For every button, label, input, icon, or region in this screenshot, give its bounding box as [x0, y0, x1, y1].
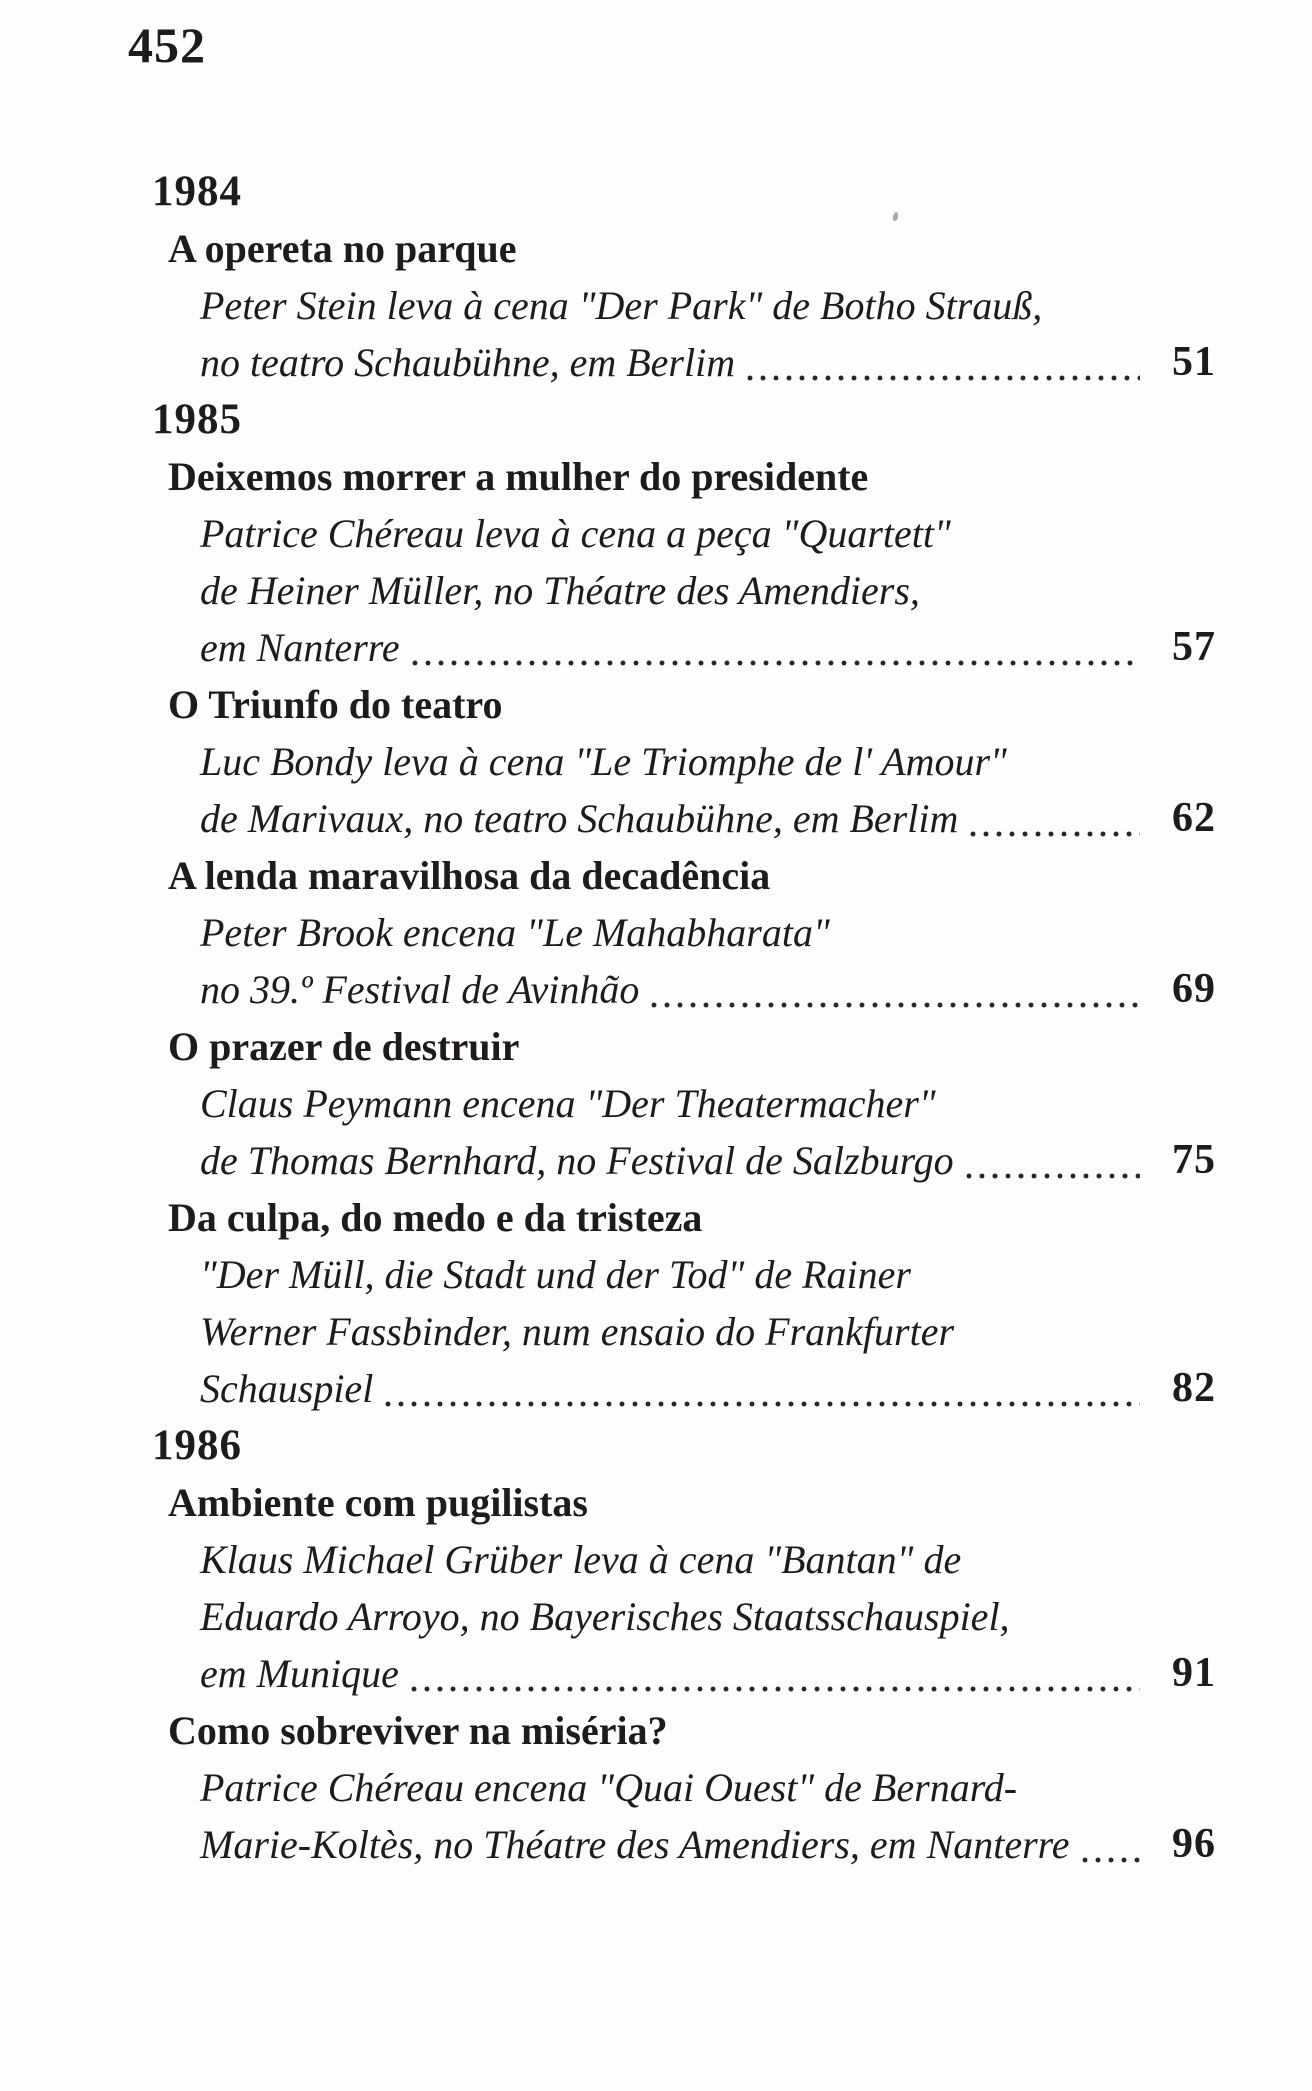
toc-entry-title: A lenda maravilhosa da decadência [168, 853, 771, 898]
toc-entry-title: Ambiente com pugilistas [168, 1480, 588, 1525]
toc-entry-page-number: 57 [1172, 624, 1216, 670]
toc-entry-credit-text: de Marivaux, no teatro Schaubühne, em Berlim [200, 796, 959, 841]
toc-entry-credit-last-line [200, 1360, 1216, 1417]
dot-leader [1082, 1851, 1140, 1863]
toc-entry-credit-text: Schauspiel [200, 1366, 374, 1411]
toc-entry-credit-line: Claus Peymann encena "Der Theatermacher" [200, 1081, 936, 1126]
toc-entry-credit-last-line [200, 961, 1216, 1018]
toc-entry-credit-line: de Heiner Müller, no Théatre des Amendiers, [200, 568, 920, 613]
dot-leader [412, 654, 1140, 666]
toc-entry-credit-text: em Nanterre [200, 625, 400, 670]
toc-entry-credit-line: Patrice Chéreau leva à cena a peça "Quartett" [200, 511, 951, 556]
toc-entry-credit-last-line [200, 1816, 1216, 1873]
toc-entry-credit-last-line [200, 1645, 1216, 1702]
toc-entry-credit-text: Marie-Koltès, no Théatre des Amendiers, em Nanterre [200, 1822, 1070, 1867]
toc-entry-credit-line: Werner Fassbinder, num ensaio do Frankfurter [200, 1309, 955, 1354]
toc-entry-credit-text: em Munique [200, 1651, 399, 1696]
toc-entry [152, 220, 1216, 391]
toc-entry-page-number: 91 [1172, 1650, 1216, 1696]
toc-entry-title: Deixemos morrer a mulher do presidente [168, 454, 869, 499]
dot-leader [411, 1680, 1140, 1692]
toc-entry-credit-line: Peter Brook encena "Le Mahabharata" [200, 910, 830, 955]
toc-year-heading: 1985 [152, 396, 242, 443]
toc-entry-credit-last-line [200, 790, 1216, 847]
toc-year-heading: 1986 [152, 1422, 242, 1469]
toc-entry-title: Como sobreviver na miséria? [168, 1708, 668, 1753]
toc-entry-page-number: 96 [1172, 1821, 1216, 1867]
toc-entry-credit-text: de Thomas Bernhard, no Festival de Salzburgo [200, 1138, 954, 1183]
dot-leader [970, 825, 1140, 837]
toc-entry-title: O prazer de destruir [168, 1024, 520, 1069]
toc-entry-credit-last-line [200, 334, 1216, 391]
toc-entry-page-number: 62 [1172, 795, 1216, 841]
dot-leader [651, 996, 1140, 1008]
toc-year-heading: 1984 [152, 168, 242, 215]
toc-entry [152, 1189, 1216, 1417]
toc-entry [152, 1474, 1216, 1702]
toc-entry-title: Da culpa, do medo e da tristeza [168, 1195, 703, 1240]
toc-entry [152, 448, 1216, 676]
toc-entry-credit-line: Peter Stein leva à cena "Der Park" de Botho Strauß, [200, 283, 1043, 328]
toc-entry-page-number: 69 [1172, 966, 1216, 1012]
toc-entry [152, 847, 1216, 1018]
toc-entry-credit-line: Eduardo Arroyo, no Bayerisches Staatsschauspiel, [200, 1594, 1010, 1639]
toc-entry-page-number: 75 [1172, 1137, 1216, 1183]
toc-entry-title: O Triunfo do teatro [168, 682, 503, 727]
toc-entry [152, 1702, 1216, 1873]
toc-entry-credit-text: no teatro Schaubühne, em Berlim [200, 340, 736, 385]
table-of-contents [152, 163, 1216, 1873]
toc-entry-credit-line: "Der Müll, die Stadt und der Tod" de Rainer [200, 1252, 911, 1297]
dot-leader [385, 1395, 1140, 1407]
toc-entry [152, 676, 1216, 847]
toc-entry-credit-line: Klaus Michael Grüber leva à cena "Bantan" de [200, 1537, 962, 1582]
toc-entry-credit-last-line [200, 1132, 1216, 1189]
toc-entry-credit-text: no 39.º Festival de Avinhão [200, 967, 640, 1012]
dot-leader [966, 1167, 1140, 1179]
toc-entry-credit-line: Luc Bondy leva à cena "Le Triomphe de l' Amour" [200, 739, 1007, 784]
page-number-folio: 452 [128, 17, 206, 73]
toc-entry-title: A opereta no parque [168, 226, 517, 271]
toc-entry-page-number: 51 [1172, 339, 1216, 385]
toc-entry-credit-last-line [200, 619, 1216, 676]
toc-entry [152, 1018, 1216, 1189]
toc-entry-credit-line: Patrice Chéreau encena "Quai Ouest" de Bernard- [200, 1765, 1018, 1810]
toc-entry-page-number: 82 [1172, 1365, 1216, 1411]
dot-leader [747, 369, 1140, 381]
